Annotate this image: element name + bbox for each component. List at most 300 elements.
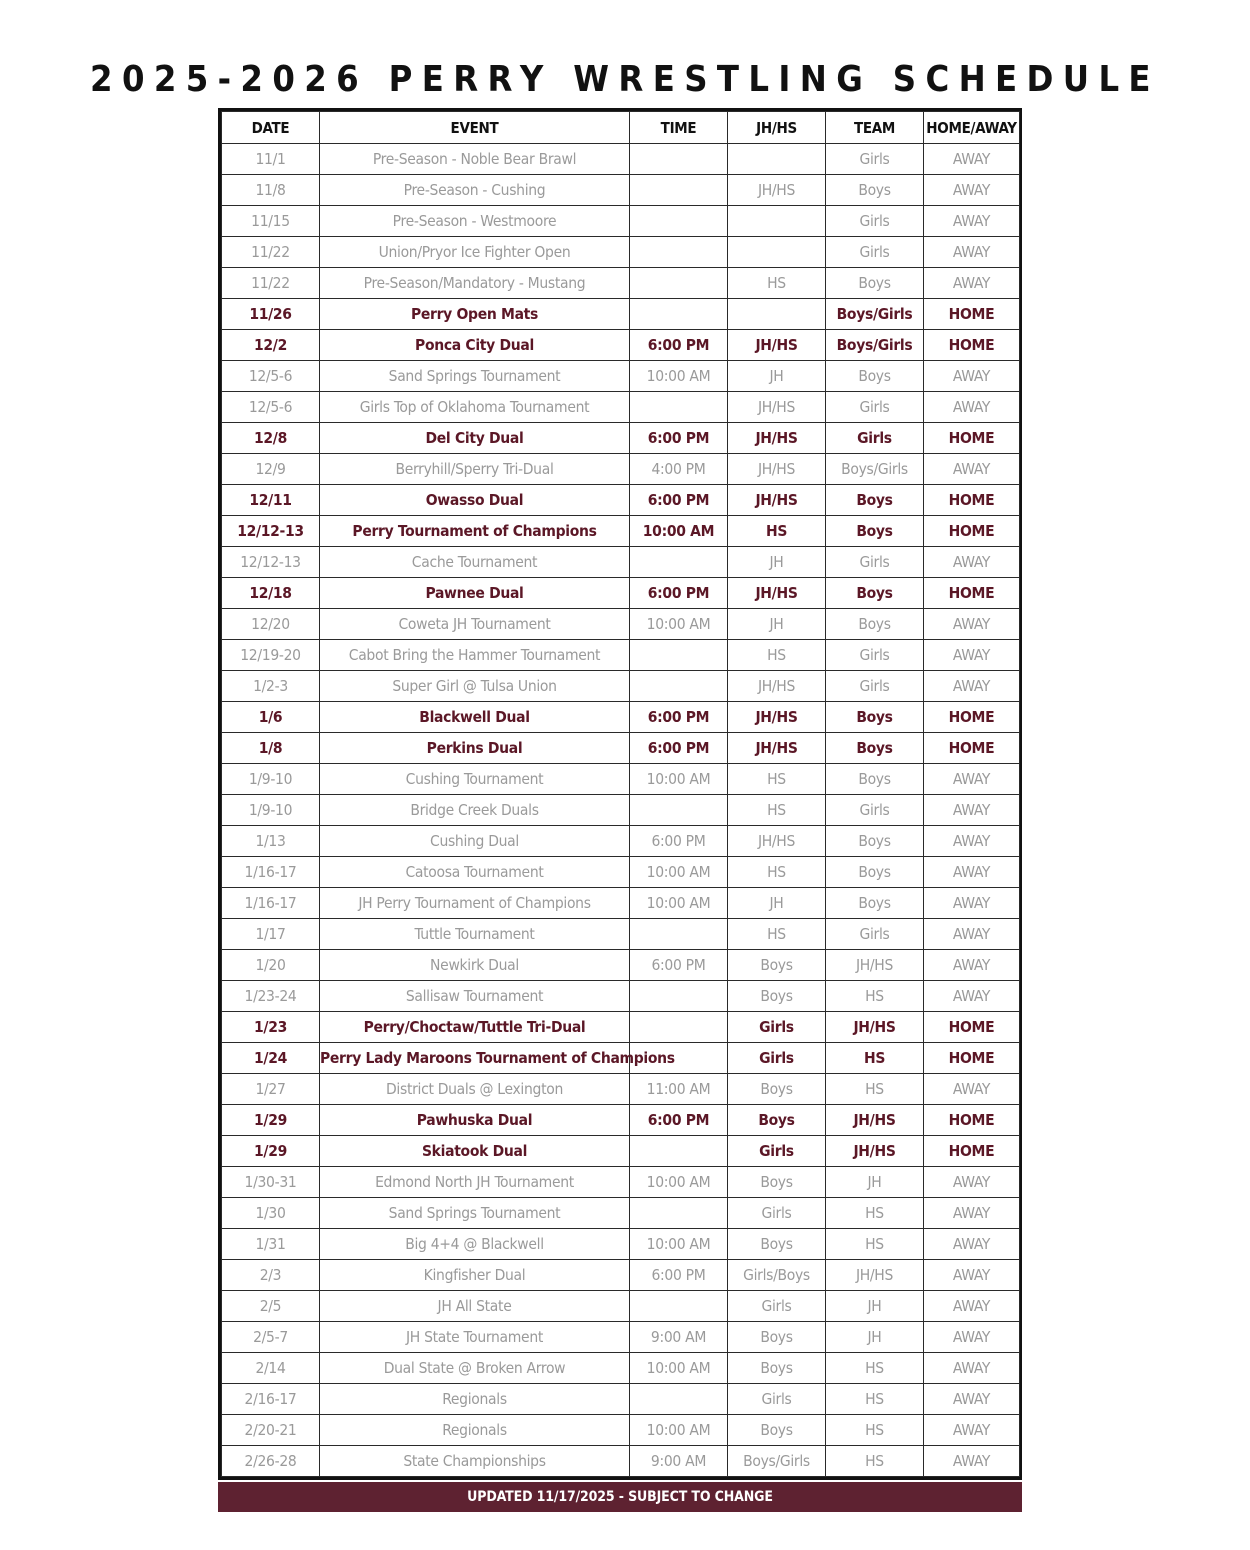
cell-time: 9:00 AM xyxy=(630,1446,728,1477)
cell-home-away: AWAY xyxy=(924,206,1020,237)
cell-home-away: HOME xyxy=(924,485,1020,516)
column-header-event: EVENT xyxy=(320,112,630,144)
cell-date: 1/20 xyxy=(222,950,320,981)
cell-team: Boys xyxy=(826,733,924,764)
cell-time: 6:00 PM xyxy=(630,702,728,733)
cell-date: 1/30 xyxy=(222,1198,320,1229)
cell-date: 2/14 xyxy=(222,1353,320,1384)
cell-team: Boys/Girls xyxy=(826,299,924,330)
cell-team: Boys/Girls xyxy=(826,330,924,361)
cell-home-away: AWAY xyxy=(924,1229,1020,1260)
cell-time: 10:00 AM xyxy=(630,1229,728,1260)
cell-date: 11/8 xyxy=(222,175,320,206)
cell-level: Boys xyxy=(728,1229,826,1260)
cell-home-away: AWAY xyxy=(924,1384,1020,1415)
cell-level: JH/HS xyxy=(728,485,826,516)
cell-event: Pawnee Dual xyxy=(320,578,630,609)
cell-home-away: AWAY xyxy=(924,981,1020,1012)
cell-home-away: AWAY xyxy=(924,268,1020,299)
table-row xyxy=(222,330,1020,361)
cell-time: 6:00 PM xyxy=(630,330,728,361)
schedule-body xyxy=(222,144,1020,1477)
cell-home-away: AWAY xyxy=(924,1198,1020,1229)
cell-date: 12/9 xyxy=(222,454,320,485)
cell-home-away: AWAY xyxy=(924,1291,1020,1322)
table-row xyxy=(222,857,1020,888)
cell-time: 10:00 AM xyxy=(630,516,728,547)
cell-home-away: AWAY xyxy=(924,1167,1020,1198)
cell-team: Girls xyxy=(826,144,924,175)
cell-home-away: AWAY xyxy=(924,609,1020,640)
cell-date: 2/26-28 xyxy=(222,1446,320,1477)
table-row xyxy=(222,702,1020,733)
cell-level: Girls xyxy=(728,1043,826,1074)
table-row xyxy=(222,547,1020,578)
cell-event: Blackwell Dual xyxy=(320,702,630,733)
cell-time xyxy=(630,981,728,1012)
cell-level: Girls/Boys xyxy=(728,1260,826,1291)
cell-time xyxy=(630,268,728,299)
cell-date: 1/2-3 xyxy=(222,671,320,702)
cell-level: JH/HS xyxy=(728,702,826,733)
cell-team: HS xyxy=(826,1446,924,1477)
cell-event: District Duals @ Lexington xyxy=(320,1074,630,1105)
cell-level: HS xyxy=(728,795,826,826)
table-row xyxy=(222,175,1020,206)
cell-team: Boys xyxy=(826,702,924,733)
cell-home-away: HOME xyxy=(924,578,1020,609)
table-row xyxy=(222,1353,1020,1384)
cell-date: 12/19-20 xyxy=(222,640,320,671)
cell-event: Cushing Dual xyxy=(320,826,630,857)
cell-level: JH xyxy=(728,361,826,392)
cell-event: Super Girl @ Tulsa Union xyxy=(320,671,630,702)
cell-date: 1/17 xyxy=(222,919,320,950)
cell-team: Girls xyxy=(826,795,924,826)
cell-event: Del City Dual xyxy=(320,423,630,454)
cell-event: JH Perry Tournament of Champions xyxy=(320,888,630,919)
cell-home-away: AWAY xyxy=(924,144,1020,175)
cell-time xyxy=(630,671,728,702)
cell-team: Girls xyxy=(826,671,924,702)
cell-team: JH/HS xyxy=(826,1012,924,1043)
cell-time xyxy=(630,392,728,423)
cell-level: Boys xyxy=(728,1322,826,1353)
cell-team: Girls xyxy=(826,237,924,268)
cell-home-away: AWAY xyxy=(924,640,1020,671)
cell-event: Pre-Season - Cushing xyxy=(320,175,630,206)
cell-level: JH/HS xyxy=(728,733,826,764)
cell-time xyxy=(630,299,728,330)
cell-team: Girls xyxy=(826,206,924,237)
cell-team: Boys/Girls xyxy=(826,454,924,485)
cell-date: 1/31 xyxy=(222,1229,320,1260)
cell-team: Boys xyxy=(826,888,924,919)
cell-date: 1/30-31 xyxy=(222,1167,320,1198)
cell-date: 1/23-24 xyxy=(222,981,320,1012)
cell-home-away: AWAY xyxy=(924,361,1020,392)
table-row xyxy=(222,516,1020,547)
cell-time: 10:00 AM xyxy=(630,1167,728,1198)
cell-level: JH/HS xyxy=(728,671,826,702)
cell-event: Ponca City Dual xyxy=(320,330,630,361)
cell-home-away: AWAY xyxy=(924,547,1020,578)
cell-event: Regionals xyxy=(320,1384,630,1415)
page-title: 2025-2026 PERRY WRESTLING SCHEDULE xyxy=(90,59,1160,100)
cell-home-away: AWAY xyxy=(924,671,1020,702)
cell-home-away: AWAY xyxy=(924,1446,1020,1477)
cell-team: HS xyxy=(826,981,924,1012)
cell-date: 12/2 xyxy=(222,330,320,361)
cell-home-away: AWAY xyxy=(924,1260,1020,1291)
cell-team: JH xyxy=(826,1167,924,1198)
cell-level xyxy=(728,206,826,237)
cell-home-away: HOME xyxy=(924,299,1020,330)
cell-level xyxy=(728,237,826,268)
table-row xyxy=(222,299,1020,330)
cell-team: HS xyxy=(826,1229,924,1260)
cell-level: JH/HS xyxy=(728,578,826,609)
cell-date: 2/16-17 xyxy=(222,1384,320,1415)
table-row xyxy=(222,392,1020,423)
table-row xyxy=(222,206,1020,237)
cell-home-away: HOME xyxy=(924,1043,1020,1074)
table-row xyxy=(222,144,1020,175)
cell-level: JH/HS xyxy=(728,826,826,857)
cell-level xyxy=(728,144,826,175)
cell-date: 12/12-13 xyxy=(222,516,320,547)
cell-level: Boys xyxy=(728,1167,826,1198)
cell-team: HS xyxy=(826,1043,924,1074)
cell-time xyxy=(630,144,728,175)
cell-time: 6:00 PM xyxy=(630,485,728,516)
cell-time: 10:00 AM xyxy=(630,764,728,795)
cell-time: 9:00 AM xyxy=(630,1322,728,1353)
cell-date: 1/9-10 xyxy=(222,795,320,826)
cell-time: 10:00 AM xyxy=(630,361,728,392)
table-row xyxy=(222,1384,1020,1415)
cell-time xyxy=(630,640,728,671)
cell-event: Sallisaw Tournament xyxy=(320,981,630,1012)
cell-date: 2/5-7 xyxy=(222,1322,320,1353)
cell-home-away: AWAY xyxy=(924,175,1020,206)
cell-date: 2/3 xyxy=(222,1260,320,1291)
cell-event: Coweta JH Tournament xyxy=(320,609,630,640)
cell-time xyxy=(630,1012,728,1043)
table-row xyxy=(222,1074,1020,1105)
cell-event: Berryhill/Sperry Tri-Dual xyxy=(320,454,630,485)
cell-event: Perkins Dual xyxy=(320,733,630,764)
cell-time: 6:00 PM xyxy=(630,1260,728,1291)
cell-date: 1/8 xyxy=(222,733,320,764)
cell-level: Boys xyxy=(728,950,826,981)
schedule-table xyxy=(221,111,1020,1477)
cell-date: 12/18 xyxy=(222,578,320,609)
table-row xyxy=(222,1136,1020,1167)
cell-time: 10:00 AM xyxy=(630,888,728,919)
cell-level xyxy=(728,299,826,330)
cell-event: Union/Pryor Ice Fighter Open xyxy=(320,237,630,268)
cell-home-away: HOME xyxy=(924,1012,1020,1043)
cell-event: State Championships xyxy=(320,1446,630,1477)
cell-date: 12/12-13 xyxy=(222,547,320,578)
cell-team: Boys xyxy=(826,826,924,857)
cell-event: Dual State @ Broken Arrow xyxy=(320,1353,630,1384)
table-row xyxy=(222,795,1020,826)
cell-team: Girls xyxy=(826,919,924,950)
column-header-time: TIME xyxy=(630,112,728,144)
table-row xyxy=(222,1012,1020,1043)
table-row xyxy=(222,1322,1020,1353)
cell-event: Kingfisher Dual xyxy=(320,1260,630,1291)
cell-team: Boys xyxy=(826,361,924,392)
cell-event: Tuttle Tournament xyxy=(320,919,630,950)
cell-team: JH/HS xyxy=(826,1136,924,1167)
schedule-table-frame xyxy=(218,108,1022,1480)
cell-team: Boys xyxy=(826,578,924,609)
column-header-date: DATE xyxy=(222,112,320,144)
cell-time xyxy=(630,795,728,826)
table-row xyxy=(222,733,1020,764)
cell-date: 1/16-17 xyxy=(222,888,320,919)
cell-time: 4:00 PM xyxy=(630,454,728,485)
cell-team: Girls xyxy=(826,640,924,671)
cell-level: Boys/Girls xyxy=(728,1446,826,1477)
cell-home-away: HOME xyxy=(924,330,1020,361)
table-row xyxy=(222,1229,1020,1260)
table-row xyxy=(222,1198,1020,1229)
cell-event: Cabot Bring the Hammer Tournament xyxy=(320,640,630,671)
cell-home-away: HOME xyxy=(924,423,1020,454)
cell-time: 6:00 PM xyxy=(630,950,728,981)
cell-level: Girls xyxy=(728,1291,826,1322)
cell-home-away: AWAY xyxy=(924,1322,1020,1353)
cell-event: Pawhuska Dual xyxy=(320,1105,630,1136)
cell-team: HS xyxy=(826,1384,924,1415)
cell-event: Sand Springs Tournament xyxy=(320,1198,630,1229)
cell-level: JH/HS xyxy=(728,392,826,423)
cell-date: 12/11 xyxy=(222,485,320,516)
header-row xyxy=(222,112,1020,144)
cell-date: 1/16-17 xyxy=(222,857,320,888)
cell-team: Boys xyxy=(826,485,924,516)
cell-event: Girls Top of Oklahoma Tournament xyxy=(320,392,630,423)
table-row xyxy=(222,1260,1020,1291)
footer-note: UPDATED 11/17/2025 - SUBJECT TO CHANGE xyxy=(218,1482,1022,1512)
table-row xyxy=(222,268,1020,299)
cell-event: Catoosa Tournament xyxy=(320,857,630,888)
cell-time xyxy=(630,237,728,268)
cell-team: JH xyxy=(826,1291,924,1322)
cell-date: 11/22 xyxy=(222,268,320,299)
cell-team: Girls xyxy=(826,547,924,578)
cell-time: 6:00 PM xyxy=(630,1105,728,1136)
cell-level: Girls xyxy=(728,1136,826,1167)
cell-time xyxy=(630,1136,728,1167)
cell-team: HS xyxy=(826,1074,924,1105)
cell-level: JH/HS xyxy=(728,423,826,454)
cell-event: Pre-Season/Mandatory - Mustang xyxy=(320,268,630,299)
cell-level: Boys xyxy=(728,981,826,1012)
cell-team: Boys xyxy=(826,609,924,640)
table-row xyxy=(222,764,1020,795)
cell-home-away: AWAY xyxy=(924,237,1020,268)
cell-team: Boys xyxy=(826,516,924,547)
cell-event: JH All State xyxy=(320,1291,630,1322)
cell-date: 1/9-10 xyxy=(222,764,320,795)
cell-time xyxy=(630,1384,728,1415)
cell-time xyxy=(630,547,728,578)
cell-level: HS xyxy=(728,857,826,888)
cell-date: 11/15 xyxy=(222,206,320,237)
cell-home-away: AWAY xyxy=(924,950,1020,981)
cell-time: 10:00 AM xyxy=(630,1415,728,1446)
cell-time xyxy=(630,175,728,206)
cell-level: HS xyxy=(728,640,826,671)
cell-event: Cache Tournament xyxy=(320,547,630,578)
cell-time: 11:00 AM xyxy=(630,1074,728,1105)
table-row xyxy=(222,919,1020,950)
table-row xyxy=(222,609,1020,640)
cell-date: 12/8 xyxy=(222,423,320,454)
cell-event: Perry Open Mats xyxy=(320,299,630,330)
cell-home-away: HOME xyxy=(924,516,1020,547)
cell-date: 1/23 xyxy=(222,1012,320,1043)
cell-level: HS xyxy=(728,516,826,547)
cell-team: Girls xyxy=(826,423,924,454)
cell-level: JH xyxy=(728,547,826,578)
table-row xyxy=(222,361,1020,392)
cell-date: 12/5-6 xyxy=(222,361,320,392)
table-row xyxy=(222,1291,1020,1322)
cell-event: Sand Springs Tournament xyxy=(320,361,630,392)
cell-event: JH State Tournament xyxy=(320,1322,630,1353)
table-row xyxy=(222,1167,1020,1198)
cell-date: 1/27 xyxy=(222,1074,320,1105)
cell-date: 12/20 xyxy=(222,609,320,640)
cell-time xyxy=(630,206,728,237)
cell-time xyxy=(630,1198,728,1229)
cell-date: 2/20-21 xyxy=(222,1415,320,1446)
table-row xyxy=(222,1043,1020,1074)
cell-time xyxy=(630,919,728,950)
table-row xyxy=(222,671,1020,702)
cell-event: Perry Tournament of Champions xyxy=(320,516,630,547)
cell-time: 10:00 AM xyxy=(630,1353,728,1384)
cell-date: 2/5 xyxy=(222,1291,320,1322)
cell-team: HS xyxy=(826,1353,924,1384)
cell-event: Edmond North JH Tournament xyxy=(320,1167,630,1198)
cell-date: 1/6 xyxy=(222,702,320,733)
table-row xyxy=(222,578,1020,609)
table-row xyxy=(222,237,1020,268)
cell-level: Boys xyxy=(728,1105,826,1136)
cell-home-away: AWAY xyxy=(924,857,1020,888)
cell-team: JH/HS xyxy=(826,950,924,981)
cell-level: HS xyxy=(728,764,826,795)
cell-home-away: HOME xyxy=(924,702,1020,733)
cell-level: Girls xyxy=(728,1198,826,1229)
cell-team: Boys xyxy=(826,857,924,888)
cell-team: Boys xyxy=(826,764,924,795)
cell-home-away: AWAY xyxy=(924,826,1020,857)
cell-event: Big 4+4 @ Blackwell xyxy=(320,1229,630,1260)
cell-event: Newkirk Dual xyxy=(320,950,630,981)
cell-time: 6:00 PM xyxy=(630,578,728,609)
cell-time: 6:00 PM xyxy=(630,423,728,454)
cell-level: JH/HS xyxy=(728,454,826,485)
cell-event: Regionals xyxy=(320,1415,630,1446)
cell-time xyxy=(630,1291,728,1322)
cell-level: Boys xyxy=(728,1353,826,1384)
cell-team: HS xyxy=(826,1198,924,1229)
cell-level: HS xyxy=(728,919,826,950)
cell-home-away: AWAY xyxy=(924,392,1020,423)
cell-event: Owasso Dual xyxy=(320,485,630,516)
table-row xyxy=(222,640,1020,671)
cell-team: Girls xyxy=(826,392,924,423)
cell-home-away: AWAY xyxy=(924,888,1020,919)
cell-event: Bridge Creek Duals xyxy=(320,795,630,826)
cell-team: JH xyxy=(826,1322,924,1353)
table-row xyxy=(222,1446,1020,1477)
table-row xyxy=(222,1105,1020,1136)
table-row xyxy=(222,1415,1020,1446)
cell-level: JH/HS xyxy=(728,330,826,361)
cell-home-away: AWAY xyxy=(924,1074,1020,1105)
cell-home-away: AWAY xyxy=(924,1353,1020,1384)
column-header-level: JH/HS xyxy=(728,112,826,144)
cell-home-away: AWAY xyxy=(924,454,1020,485)
table-row xyxy=(222,423,1020,454)
cell-home-away: AWAY xyxy=(924,919,1020,950)
table-row xyxy=(222,826,1020,857)
cell-level: Girls xyxy=(728,1012,826,1043)
cell-date: 11/1 xyxy=(222,144,320,175)
cell-team: JH/HS xyxy=(826,1260,924,1291)
cell-time: 10:00 AM xyxy=(630,609,728,640)
cell-level: Boys xyxy=(728,1415,826,1446)
cell-level: JH xyxy=(728,888,826,919)
cell-time: 6:00 PM xyxy=(630,733,728,764)
column-header-home-away: HOME/AWAY xyxy=(924,112,1020,144)
cell-home-away: HOME xyxy=(924,733,1020,764)
cell-date: 1/29 xyxy=(222,1105,320,1136)
table-row xyxy=(222,454,1020,485)
cell-team: Boys xyxy=(826,268,924,299)
cell-event: Pre-Season - Westmoore xyxy=(320,206,630,237)
cell-time: 10:00 AM xyxy=(630,857,728,888)
cell-team: HS xyxy=(826,1415,924,1446)
cell-event: Pre-Season - Noble Bear Brawl xyxy=(320,144,630,175)
cell-event: Cushing Tournament xyxy=(320,764,630,795)
cell-team: Boys xyxy=(826,175,924,206)
table-row xyxy=(222,950,1020,981)
cell-date: 11/26 xyxy=(222,299,320,330)
cell-date: 1/13 xyxy=(222,826,320,857)
cell-event: Skiatook Dual xyxy=(320,1136,630,1167)
cell-level: JH/HS xyxy=(728,175,826,206)
cell-home-away: AWAY xyxy=(924,1415,1020,1446)
table-row xyxy=(222,485,1020,516)
cell-home-away: HOME xyxy=(924,1105,1020,1136)
cell-home-away: HOME xyxy=(924,1136,1020,1167)
cell-team: JH/HS xyxy=(826,1105,924,1136)
cell-time: 6:00 PM xyxy=(630,826,728,857)
table-row xyxy=(222,888,1020,919)
cell-level: HS xyxy=(728,268,826,299)
cell-date: 12/5-6 xyxy=(222,392,320,423)
